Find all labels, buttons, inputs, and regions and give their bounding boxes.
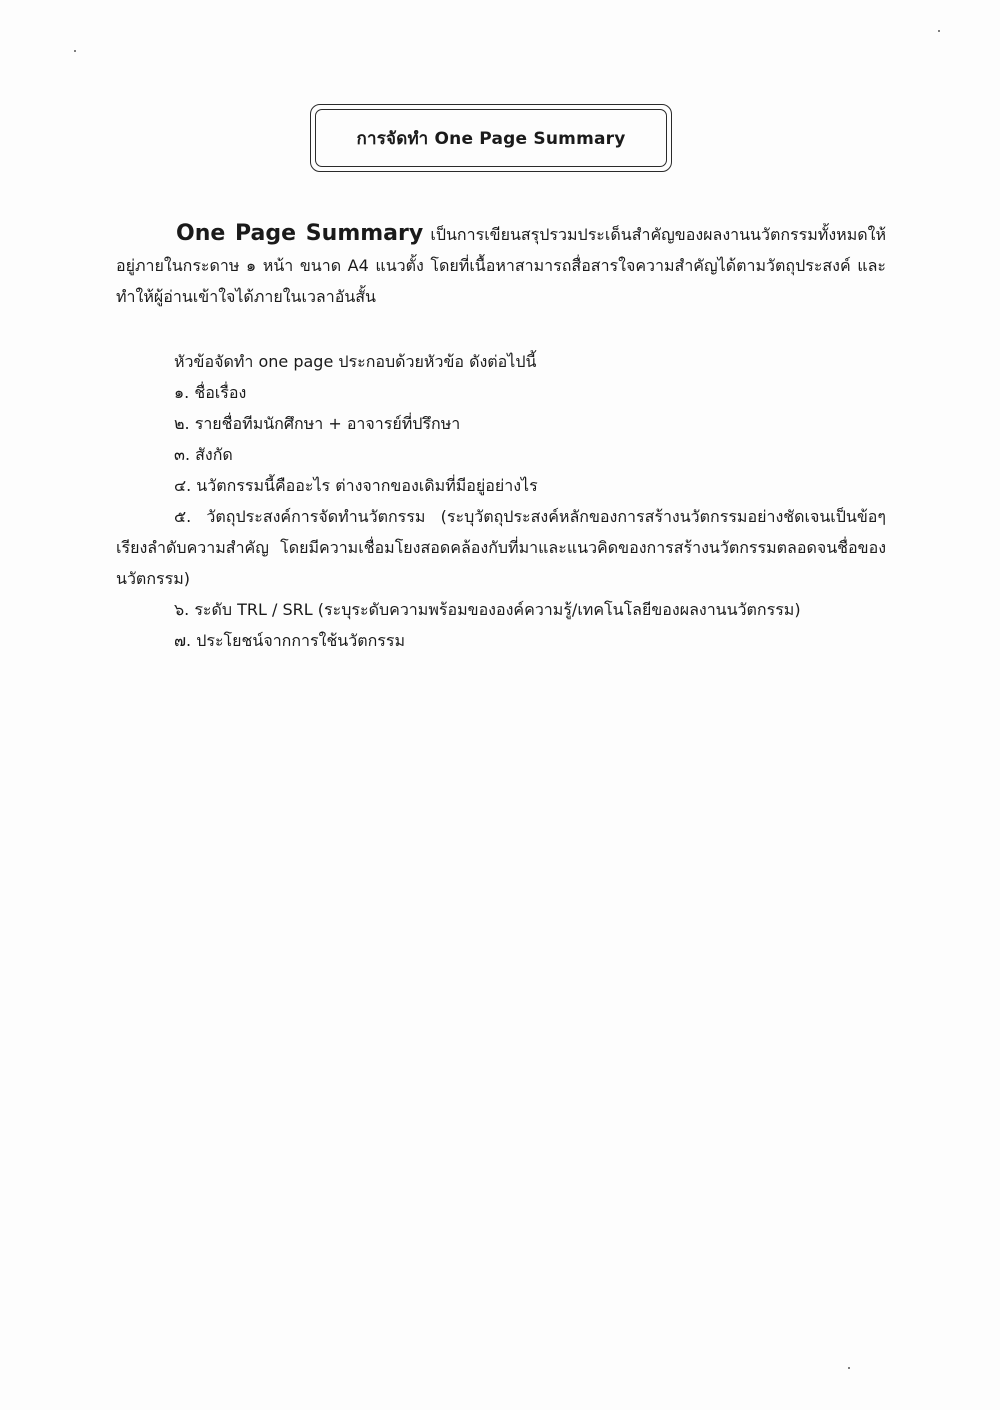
list-item: ๑. ชื่อเรื่อง (174, 383, 247, 402)
title-box (310, 104, 672, 172)
list-item: ๖. ระดับ TRL / SRL (ระบุระดับความพร้อมขององค์ความรู้/เทคโนโลยีของผลงานนวัตกรรม) (174, 600, 801, 619)
list-item: ๔. นวัตกรรมนี้คืออะไร ต่างจากของเดิมที่มีอยู่อย่างไร (174, 476, 538, 495)
list-item: ๗. ประโยชน์จากการใช้นวัตกรรม (174, 631, 406, 650)
list-item: ๓. สังกัด (174, 445, 233, 464)
list-heading: หัวข้อจัดทำ one page ประกอบด้วยหัวข้อ ดังต่อไปนี้ (174, 352, 537, 371)
scan-speck (74, 50, 76, 52)
scan-speck (848, 1367, 850, 1369)
topic-list (116, 346, 886, 656)
intro-paragraph (116, 218, 886, 312)
intro-lead: One Page Summary (176, 221, 424, 246)
scan-speck (938, 30, 940, 32)
intro-text: เป็นการเขียนสรุปรวมประเด็นสำคัญของผลงานนวัตกรรมทั้งหมดให้อยู่ภายในกระดาษ ๑ หน้า ขนาด A4 แนวตั้ง โดยที่เนื้อหาสามารถสื่อสารใจความสำคัญได้ตามวัตถุประสงค์ และทำให้ผู้อ่านเข้าใจได้ภายในเวลาอันสั้น (116, 225, 886, 306)
title-box-inner (315, 109, 667, 167)
page-title: การจัดทำ One Page Summary (356, 128, 626, 149)
list-item: ๒. รายชื่อทีมนักศึกษา + อาจารย์ที่ปรึกษา (174, 414, 461, 433)
list-item: ๕. วัตถุประสงค์การจัดทำนวัตกรรม (ระบุวัตถุประสงค์หลักของการสร้างนวัตกรรมอย่างชัดเจนเป็นข้อๆ เรียงลำดับความสำคัญ โดยมีความเชื่อมโยงสอดคล้องกับที่มาและแนวคิดของการสร้างนวัตกรรมตลอดจนชื่อของนวัตกรรม) (116, 507, 886, 588)
